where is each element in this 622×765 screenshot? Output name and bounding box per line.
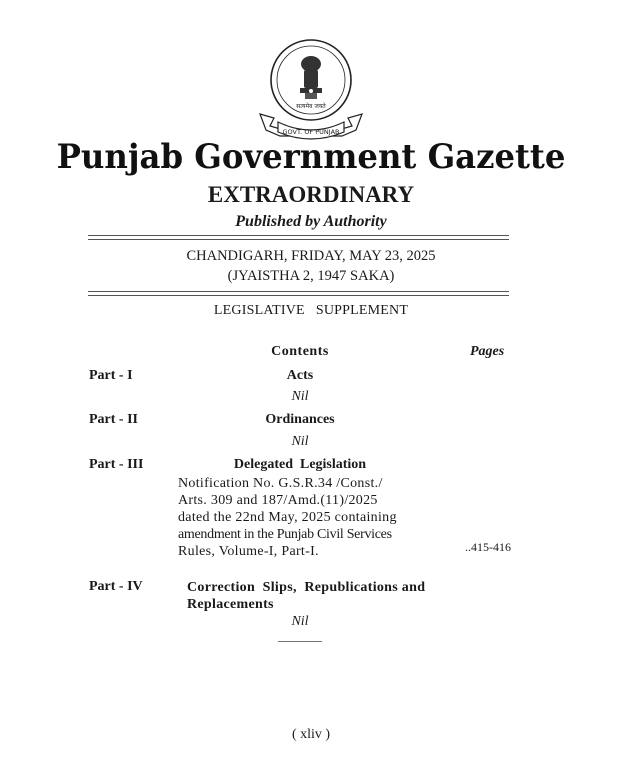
entry-line: Notification No. G.S.R.34 /Const./ (178, 476, 383, 491)
part-label: Part - II (89, 412, 138, 427)
gazette-title: Punjab Government Gazette (56, 137, 566, 177)
page-number: ( xliv ) (291, 727, 331, 742)
part-title: Ordinances (265, 412, 335, 427)
entry-line: Arts. 309 and 187/Amd.(11)/2025 (178, 493, 378, 508)
part-entry-nil: Nil (291, 614, 309, 629)
divider (88, 239, 509, 240)
part-entry-nil: Nil (291, 389, 309, 404)
title-line: Replacements (187, 597, 274, 612)
part-label: Part - IV (89, 579, 143, 594)
pages-heading: Pages (470, 344, 505, 359)
part-label: Part - III (89, 457, 144, 472)
page-reference: ..415-416 (465, 540, 511, 554)
part-title: Acts (286, 368, 314, 383)
emblem-ribbon-text: GOVT. OF PUNJAB (282, 128, 340, 136)
supplement-title: LEGISLATIVE SUPPLEMENT (213, 303, 409, 318)
title-line: Correction Slips, Republications and (187, 580, 426, 595)
entry-line: dated the 22nd May, 2025 containing (178, 510, 397, 525)
authority-label: Published by Authority (235, 213, 387, 230)
part-entry-nil: Nil (291, 434, 309, 449)
part-label: Part - I (89, 368, 133, 383)
publication-date: CHANDIGARH, FRIDAY, MAY 23, 2025 (186, 248, 436, 264)
divider (88, 295, 509, 296)
part-entry (178, 475, 397, 560)
contents-heading: Contents (271, 344, 329, 359)
part-title (187, 579, 425, 613)
divider (88, 235, 509, 236)
saka-date: (JYAISTHA 2, 1947 SAKA) (227, 268, 395, 284)
entry-line: Rules, Volume-I, Part-I. (178, 544, 319, 559)
divider (88, 291, 509, 292)
state-emblem-icon (252, 34, 370, 142)
part-title: Delegated Legislation (233, 457, 367, 472)
end-divider (278, 641, 322, 642)
emblem-motto: सत्यमेव जयते (296, 103, 326, 110)
edition-label: EXTRAORDINARY (207, 182, 415, 207)
entry-line: amendment in the Punjab Civil Services (178, 527, 392, 542)
